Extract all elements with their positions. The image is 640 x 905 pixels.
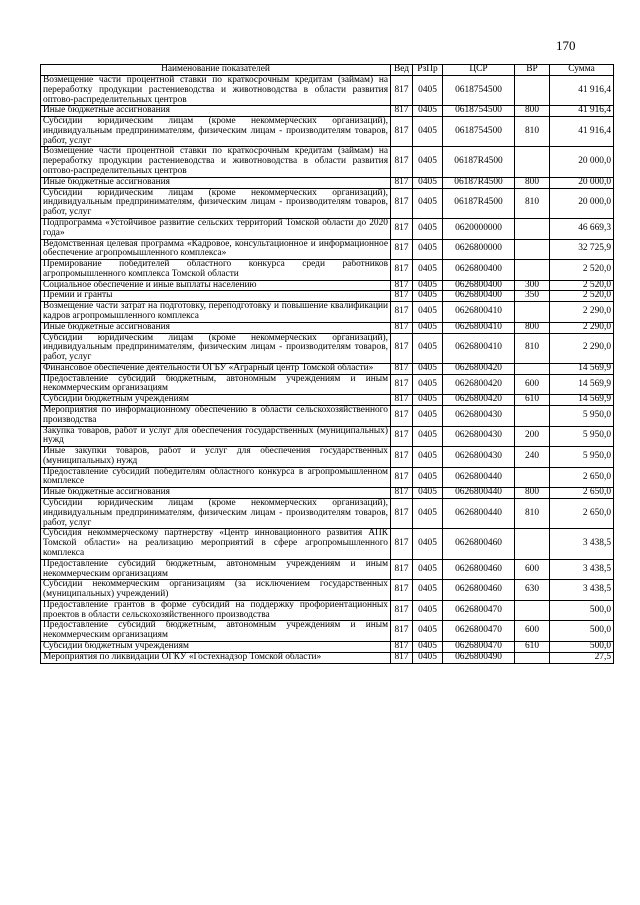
cell-ved: 817: [391, 600, 413, 621]
cell-name: Премирование победителей областного конкурса среди работников агропромышленного комплекса Томской области: [41, 260, 391, 281]
table-row: [41, 488, 614, 499]
cell-name: Возмещение части процентной ставки по краткосрочным кредитам (займам) на переработку продукции растениеводства и животноводства в области развития оптово-распределительных центров: [41, 76, 391, 106]
cell-name: Предоставление субсидий победителям областного конкурса в агропромышленном комплексе: [41, 467, 391, 488]
cell-csr: 0626800470: [443, 600, 515, 621]
table-row: [41, 559, 614, 580]
cell-vr: [515, 239, 550, 260]
cell-csr: 0626800460: [443, 580, 515, 601]
header-name: Наименование показателей: [41, 65, 391, 76]
cell-rzpr: 0405: [413, 322, 443, 333]
cell-sum: 500,0: [550, 600, 614, 621]
cell-rzpr: 0405: [413, 447, 443, 468]
cell-vr: [515, 218, 550, 239]
cell-sum: 2 650,0: [550, 467, 614, 488]
table-row: [41, 621, 614, 642]
cell-vr: 600: [515, 621, 550, 642]
cell-vr: 800: [515, 322, 550, 333]
cell-name: Иные бюджетные ассигнования: [41, 322, 391, 333]
cell-ved: 817: [391, 447, 413, 468]
cell-name: Иные бюджетные ассигнования: [41, 106, 391, 117]
table-row: [41, 499, 614, 529]
cell-name: Предоставление грантов в форме субсидий на поддержку профориентационных проектов в области сельскохозяйственного производства: [41, 600, 391, 621]
cell-ved: 817: [391, 580, 413, 601]
cell-name: Субсидия некоммерческому партнерству «Центр инновационного развития АПК Томской области» на реализацию мероприятий в сфере агропромышленного комплекса: [41, 529, 391, 559]
cell-rzpr: 0405: [413, 467, 443, 488]
cell-rzpr: 0405: [413, 106, 443, 117]
cell-name: Закупка товаров, работ и услуг для обеспечения государственных (муниципальных) нужд: [41, 426, 391, 447]
cell-vr: 600: [515, 559, 550, 580]
table-row: [41, 426, 614, 447]
cell-sum: 2 290,0: [550, 302, 614, 323]
header-row: [41, 65, 614, 76]
cell-sum: 27,5: [550, 652, 614, 663]
cell-csr: 0618754500: [443, 106, 515, 117]
cell-vr: 610: [515, 641, 550, 652]
cell-sum: 500,0: [550, 641, 614, 652]
header-sum: Сумма: [550, 65, 614, 76]
cell-sum: 2 290,0: [550, 333, 614, 363]
cell-csr: 06187R4500: [443, 177, 515, 188]
cell-sum: 500,0: [550, 621, 614, 642]
cell-name: Субсидии некоммерческим организациям (за исключением государственных (муниципальных) учреждений): [41, 580, 391, 601]
cell-sum: 20 000,0: [550, 177, 614, 188]
cell-csr: 0618754500: [443, 76, 515, 106]
table-row: [41, 529, 614, 559]
cell-sum: 3 438,5: [550, 559, 614, 580]
cell-rzpr: 0405: [413, 291, 443, 302]
table-row: [41, 188, 614, 218]
cell-name: Иные бюджетные ассигнования: [41, 488, 391, 499]
table-row: [41, 218, 614, 239]
table-row: [41, 322, 614, 333]
cell-ved: 817: [391, 302, 413, 323]
table-row: [41, 447, 614, 468]
header-vr: ВР: [515, 65, 550, 76]
cell-rzpr: 0405: [413, 239, 443, 260]
table-row: [41, 580, 614, 601]
cell-csr: 0620000000: [443, 218, 515, 239]
cell-ved: 817: [391, 467, 413, 488]
cell-rzpr: 0405: [413, 280, 443, 291]
cell-csr: 0626800430: [443, 426, 515, 447]
cell-ved: 817: [391, 280, 413, 291]
cell-name: Предоставление субсидий бюджетным, автономным учреждениям и иным некоммерческим организациям: [41, 621, 391, 642]
cell-name: Субсидии бюджетным учреждениям: [41, 641, 391, 652]
cell-sum: 2 520,0: [550, 291, 614, 302]
cell-vr: [515, 363, 550, 374]
cell-sum: 32 725,9: [550, 239, 614, 260]
budget-table: [40, 64, 614, 664]
cell-rzpr: 0405: [413, 395, 443, 406]
cell-rzpr: 0405: [413, 529, 443, 559]
cell-sum: 20 000,0: [550, 147, 614, 177]
cell-sum: 14 569,9: [550, 374, 614, 395]
cell-name: Субсидии юридическим лицам (кроме некоммерческих организаций), индивидуальным предпринимателям, физическим лицам - производителям товаров, работ, услуг: [41, 333, 391, 363]
cell-sum: 2 520,0: [550, 260, 614, 281]
cell-csr: 0626800400: [443, 260, 515, 281]
cell-ved: 817: [391, 333, 413, 363]
cell-rzpr: 0405: [413, 559, 443, 580]
cell-ved: 817: [391, 260, 413, 281]
cell-csr: 0626800430: [443, 406, 515, 427]
table-row: [41, 406, 614, 427]
cell-csr: 0626800410: [443, 322, 515, 333]
table-row: [41, 280, 614, 291]
cell-rzpr: 0405: [413, 488, 443, 499]
cell-ved: 817: [391, 559, 413, 580]
cell-rzpr: 0405: [413, 302, 443, 323]
cell-ved: 817: [391, 426, 413, 447]
cell-ved: 817: [391, 147, 413, 177]
table-body: [41, 76, 614, 664]
cell-rzpr: 0405: [413, 374, 443, 395]
cell-rzpr: 0405: [413, 499, 443, 529]
cell-name: Возмещение части затрат на подготовку, переподготовку и повышение квалификации кадров агропромышленного комплекса: [41, 302, 391, 323]
cell-rzpr: 0405: [413, 218, 443, 239]
cell-vr: 810: [515, 117, 550, 147]
cell-vr: [515, 406, 550, 427]
cell-vr: 800: [515, 177, 550, 188]
cell-rzpr: 0405: [413, 260, 443, 281]
cell-ved: 817: [391, 488, 413, 499]
cell-vr: 800: [515, 106, 550, 117]
cell-ved: 817: [391, 106, 413, 117]
cell-csr: 0626800420: [443, 395, 515, 406]
cell-csr: 0626800440: [443, 488, 515, 499]
cell-name: Иные закупки товаров, работ и услуг для обеспечения государственных (муниципальных) нужд: [41, 447, 391, 468]
cell-vr: [515, 302, 550, 323]
table-row: [41, 600, 614, 621]
cell-vr: 200: [515, 426, 550, 447]
cell-rzpr: 0405: [413, 406, 443, 427]
cell-rzpr: 0405: [413, 641, 443, 652]
cell-sum: 3 438,5: [550, 529, 614, 559]
cell-csr: 06187R4500: [443, 188, 515, 218]
cell-vr: 610: [515, 395, 550, 406]
cell-vr: [515, 147, 550, 177]
cell-vr: 800: [515, 488, 550, 499]
cell-sum: 2 520,0: [550, 280, 614, 291]
cell-sum: 41 916,4: [550, 76, 614, 106]
cell-csr: 0626800420: [443, 374, 515, 395]
cell-vr: 600: [515, 374, 550, 395]
table-row: [41, 333, 614, 363]
cell-csr: 0626800440: [443, 467, 515, 488]
cell-rzpr: 0405: [413, 76, 443, 106]
cell-sum: 2 290,0: [550, 322, 614, 333]
cell-rzpr: 0405: [413, 188, 443, 218]
cell-name: Субсидии юридическим лицам (кроме некоммерческих организаций), индивидуальным предпринимателям, физическим лицам - производителям товаров, работ, услуг: [41, 117, 391, 147]
cell-ved: 817: [391, 652, 413, 663]
table-row: [41, 106, 614, 117]
cell-vr: [515, 76, 550, 106]
cell-ved: 817: [391, 188, 413, 218]
cell-csr: 0626800490: [443, 652, 515, 663]
cell-ved: 817: [391, 499, 413, 529]
cell-rzpr: 0405: [413, 333, 443, 363]
cell-csr: 06187R4500: [443, 147, 515, 177]
cell-csr: 0626800420: [443, 363, 515, 374]
cell-csr: 0626800000: [443, 239, 515, 260]
cell-name: Премии и гранты: [41, 291, 391, 302]
cell-csr: 0626800460: [443, 529, 515, 559]
header-ved: Вед: [391, 65, 413, 76]
cell-ved: 817: [391, 76, 413, 106]
table-row: [41, 374, 614, 395]
cell-rzpr: 0405: [413, 177, 443, 188]
cell-vr: [515, 529, 550, 559]
cell-sum: 2 650,0: [550, 499, 614, 529]
cell-name: Возмещение части процентной ставки по краткосрочным кредитам (займам) на переработку продукции растениеводства и животноводства в области развития оптово-распределительных центров: [41, 147, 391, 177]
cell-name: Ведомственная целевая программа «Кадровое, консультационное и информационное обеспечение агропромышленного комплекса»: [41, 239, 391, 260]
cell-csr: 0626800460: [443, 559, 515, 580]
table-row: [41, 395, 614, 406]
cell-sum: 3 438,5: [550, 580, 614, 601]
cell-vr: 630: [515, 580, 550, 601]
cell-csr: 0626800430: [443, 447, 515, 468]
header-csr: ЦСР: [443, 65, 515, 76]
cell-ved: 817: [391, 117, 413, 147]
cell-name: Предоставление субсидий бюджетным, автономным учреждениям и иным некоммерческим организациям: [41, 374, 391, 395]
cell-rzpr: 0405: [413, 147, 443, 177]
cell-rzpr: 0405: [413, 363, 443, 374]
cell-csr: 0626800440: [443, 499, 515, 529]
cell-ved: 817: [391, 363, 413, 374]
cell-csr: 0626800470: [443, 621, 515, 642]
cell-ved: 817: [391, 177, 413, 188]
cell-sum: 2 650,0: [550, 488, 614, 499]
cell-sum: 5 950,0: [550, 406, 614, 427]
cell-sum: 14 569,9: [550, 363, 614, 374]
cell-name: Иные бюджетные ассигнования: [41, 177, 391, 188]
cell-sum: 41 916,4: [550, 117, 614, 147]
cell-ved: 817: [391, 239, 413, 260]
cell-ved: 817: [391, 218, 413, 239]
cell-name: Мероприятия по ликвидации ОГКУ «Гостехнадзор Томской области»: [41, 652, 391, 663]
table-row: [41, 76, 614, 106]
cell-vr: 240: [515, 447, 550, 468]
cell-name: Мероприятия по информационному обеспечению в области сельскохозяйственного производства: [41, 406, 391, 427]
cell-csr: 0626800470: [443, 641, 515, 652]
table-row: [41, 302, 614, 323]
table-header: [41, 65, 614, 76]
cell-ved: 817: [391, 621, 413, 642]
cell-sum: 46 669,3: [550, 218, 614, 239]
table-row: [41, 147, 614, 177]
cell-csr: 0626800400: [443, 291, 515, 302]
cell-sum: 41 916,4: [550, 106, 614, 117]
cell-sum: 5 950,0: [550, 426, 614, 447]
cell-ved: 817: [391, 529, 413, 559]
cell-vr: 810: [515, 188, 550, 218]
cell-ved: 817: [391, 374, 413, 395]
cell-rzpr: 0405: [413, 621, 443, 642]
cell-csr: 0626800410: [443, 333, 515, 363]
table-row: [41, 177, 614, 188]
cell-name: Субсидии юридическим лицам (кроме некоммерческих организаций), индивидуальным предпринимателям, физическим лицам - производителям товаров, работ, услуг: [41, 499, 391, 529]
page-number: 170: [556, 38, 576, 53]
cell-ved: 817: [391, 322, 413, 333]
cell-csr: 0618754500: [443, 117, 515, 147]
cell-name: Социальное обеспечение и иные выплаты населению: [41, 280, 391, 291]
cell-name: Субсидии юридическим лицам (кроме некоммерческих организаций), индивидуальным предпринимателям, физическим лицам - производителям товаров, работ, услуг: [41, 188, 391, 218]
cell-vr: [515, 652, 550, 663]
cell-rzpr: 0405: [413, 600, 443, 621]
cell-rzpr: 0405: [413, 117, 443, 147]
cell-name: Финансовое обеспечение деятельности ОГБУ «Аграрный центр Томской области»: [41, 363, 391, 374]
cell-vr: 350: [515, 291, 550, 302]
table-row: [41, 641, 614, 652]
table-row: [41, 239, 614, 260]
cell-ved: 817: [391, 641, 413, 652]
cell-vr: [515, 600, 550, 621]
cell-ved: 817: [391, 395, 413, 406]
header-rzpr: РзПр: [413, 65, 443, 76]
cell-rzpr: 0405: [413, 580, 443, 601]
cell-sum: 5 950,0: [550, 447, 614, 468]
table-row: [41, 652, 614, 663]
cell-csr: 0626800410: [443, 302, 515, 323]
cell-ved: 817: [391, 291, 413, 302]
table-row: [41, 467, 614, 488]
table-row: [41, 117, 614, 147]
cell-vr: [515, 467, 550, 488]
cell-sum: 14 569,9: [550, 395, 614, 406]
table-row: [41, 260, 614, 281]
cell-name: Субсидии бюджетным учреждениям: [41, 395, 391, 406]
cell-rzpr: 0405: [413, 652, 443, 663]
cell-rzpr: 0405: [413, 426, 443, 447]
cell-csr: 0626800400: [443, 280, 515, 291]
cell-name: Предоставление субсидий бюджетным, автономным учреждениям и иным некоммерческим организациям: [41, 559, 391, 580]
cell-sum: 20 000,0: [550, 188, 614, 218]
cell-vr: 810: [515, 333, 550, 363]
table-row: [41, 363, 614, 374]
cell-vr: 810: [515, 499, 550, 529]
cell-name: Подпрограмма «Устойчивое развитие сельских территорий Томской области до 2020 года»: [41, 218, 391, 239]
cell-vr: 300: [515, 280, 550, 291]
cell-ved: 817: [391, 406, 413, 427]
cell-vr: [515, 260, 550, 281]
